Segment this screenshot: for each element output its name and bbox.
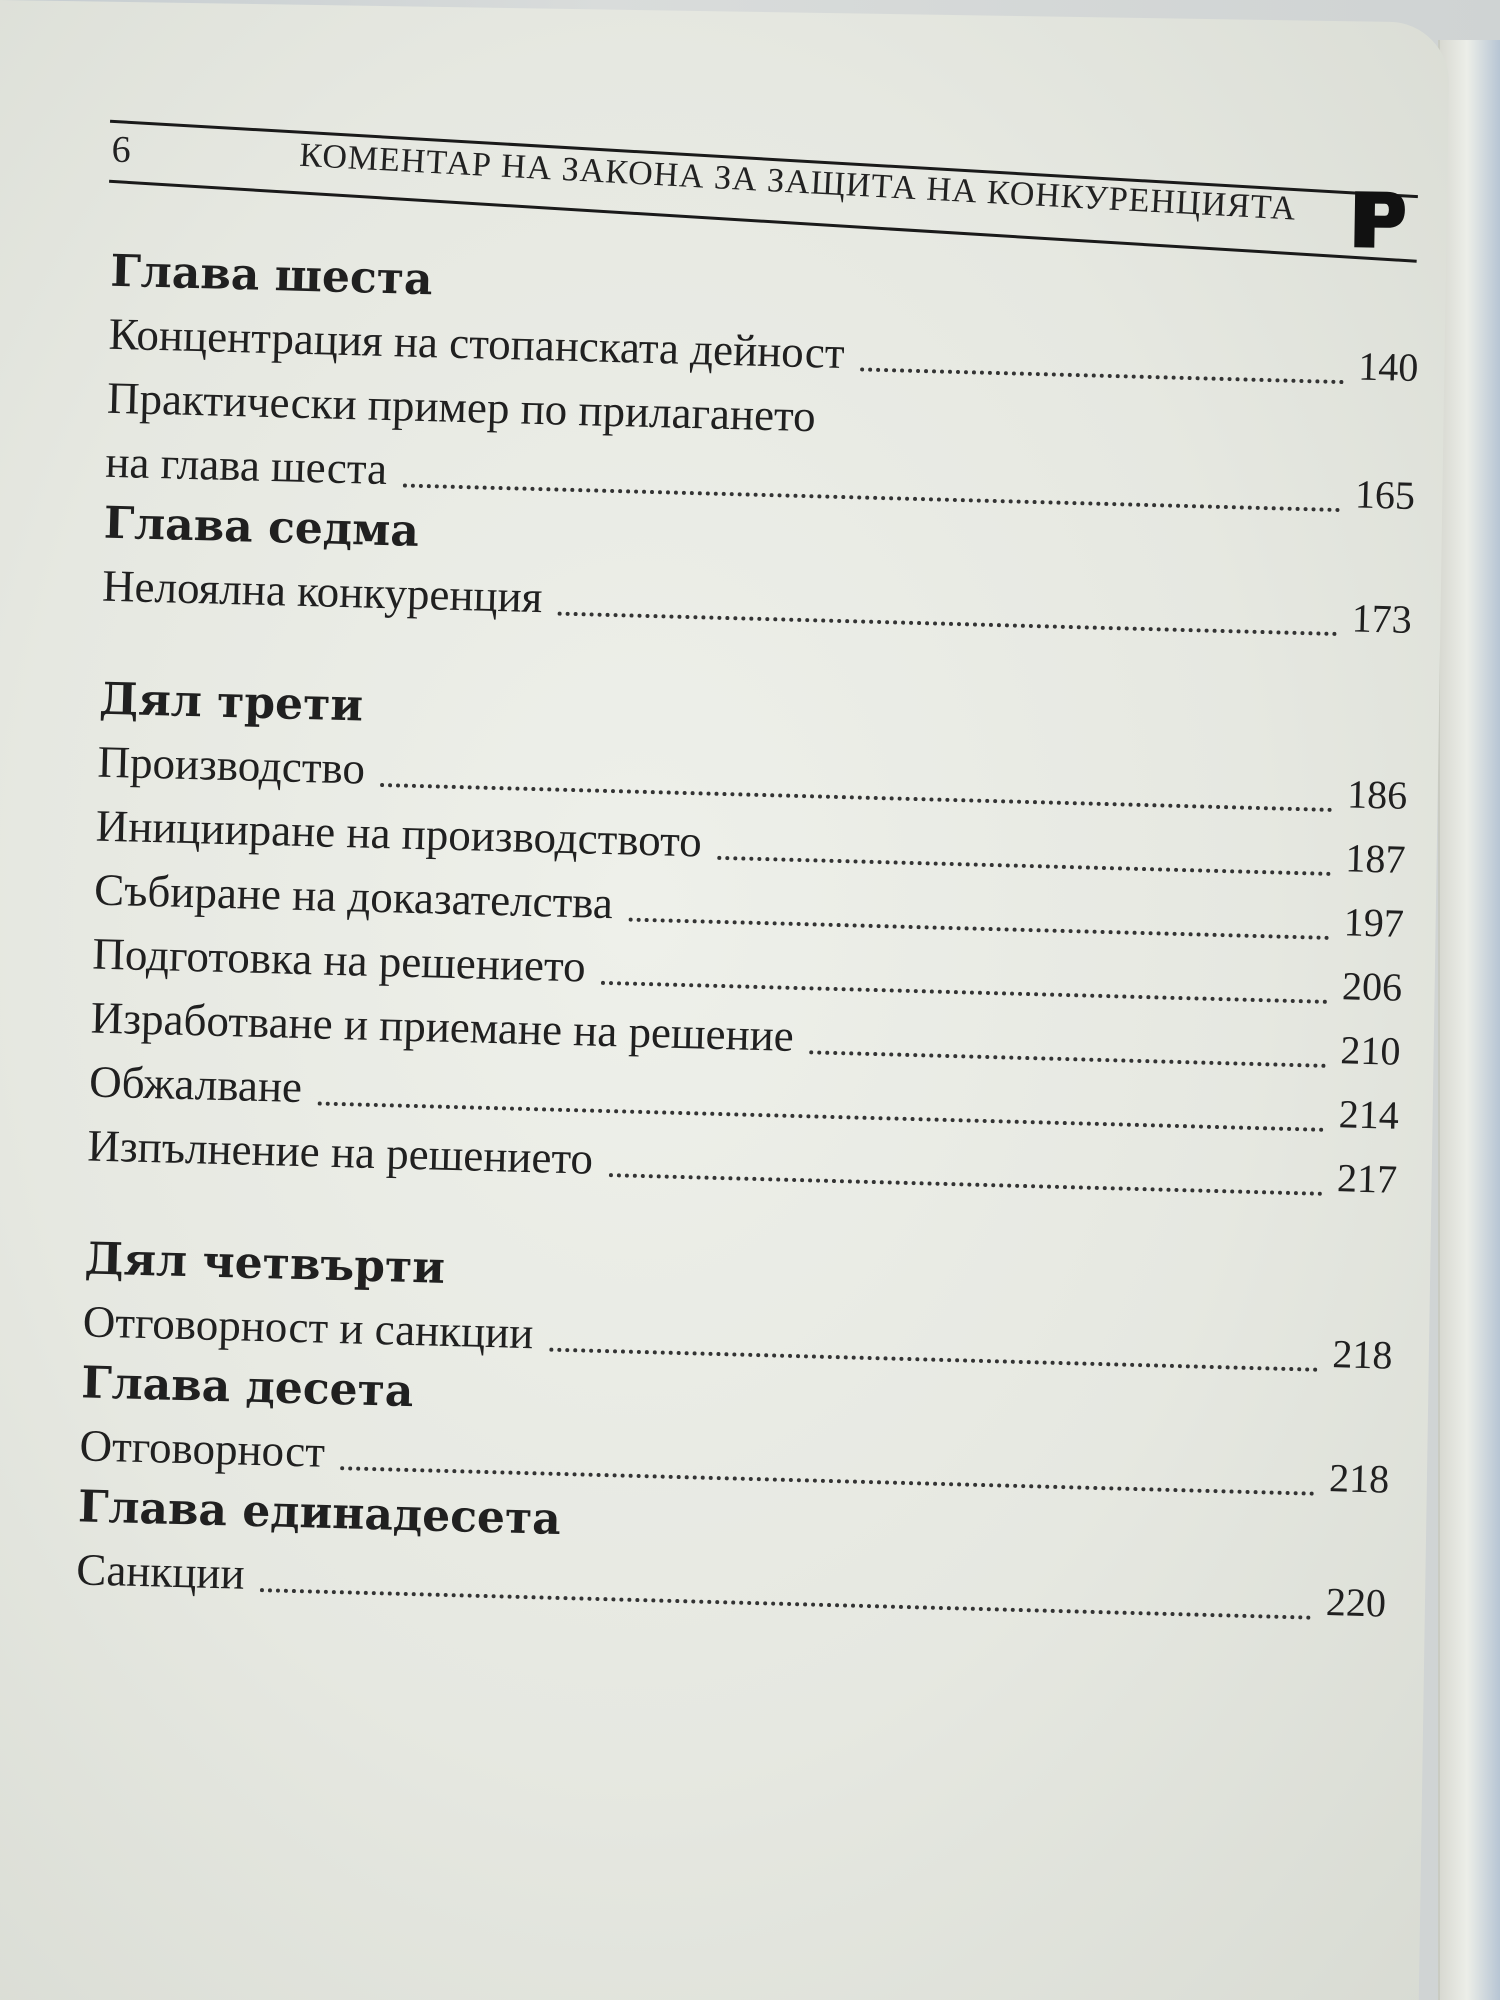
toc-entry-page: 218 bbox=[1328, 1455, 1390, 1502]
toc-entry-page: 173 bbox=[1351, 595, 1413, 642]
chapter-heading: Глава шеста bbox=[109, 245, 434, 306]
toc-entry-label: Обжалване bbox=[88, 1056, 303, 1113]
toc-entry-label: Подготовка на решението bbox=[91, 928, 587, 992]
toc-entry-page: 140 bbox=[1357, 343, 1419, 391]
toc-entry-label: Отговорност и санкции bbox=[82, 1296, 535, 1359]
part-heading: Дял трети bbox=[98, 673, 364, 732]
publisher-logo-icon bbox=[1348, 187, 1409, 252]
dot-leader bbox=[628, 918, 1329, 940]
page-edge bbox=[1438, 40, 1500, 2000]
toc-entry-label: Изработване и приемане на решение bbox=[90, 992, 795, 1061]
toc-entry-page: 217 bbox=[1336, 1155, 1398, 1202]
table-of-contents bbox=[76, 242, 1421, 1636]
toc-entry-label: Концентрация на стопанската дейност bbox=[108, 308, 846, 379]
toc-entry-page: 210 bbox=[1339, 1027, 1402, 1074]
toc-entry-label: Практически пример по прилагането bbox=[106, 372, 817, 442]
running-header bbox=[108, 120, 1420, 251]
part-heading: Дял четвърти bbox=[83, 1233, 446, 1294]
chapter-heading: Глава единадесета bbox=[77, 1481, 562, 1545]
dot-leader bbox=[601, 981, 1328, 1004]
toc-entry-label: Отговорност bbox=[79, 1420, 326, 1477]
dot-leader bbox=[860, 367, 1344, 384]
dot-leader bbox=[717, 856, 1331, 876]
toc-entry-label: Изпълнение на решението bbox=[86, 1120, 594, 1184]
toc-entry-page: 206 bbox=[1341, 963, 1403, 1010]
dot-leader bbox=[609, 1173, 1323, 1196]
toc-entry-label: Събиране на доказателства bbox=[93, 864, 614, 929]
toc-entry-page: 165 bbox=[1354, 471, 1416, 518]
toc-entry-label: Производство bbox=[96, 736, 366, 794]
running-title: КОМЕНТАР НА ЗАКОНА ЗА ЗАЩИТА НА КОНКУРЕНЦИЯТА bbox=[298, 136, 1298, 228]
dot-leader bbox=[260, 1588, 1312, 1620]
chapter-heading: Глава седма bbox=[103, 497, 420, 557]
toc-entry-page: 214 bbox=[1338, 1091, 1400, 1138]
toc-entry-page: 220 bbox=[1325, 1579, 1387, 1626]
toc-entry-label-continued: на глава шеста bbox=[104, 436, 388, 495]
page-number: 6 bbox=[111, 128, 131, 172]
toc-entry-label: Нелоялна конкуренция bbox=[101, 560, 544, 623]
toc-entry-page: 197 bbox=[1343, 899, 1405, 946]
toc-entry-page: 218 bbox=[1331, 1331, 1394, 1378]
toc-entry-page: 186 bbox=[1346, 771, 1408, 818]
toc-entry-label: Санкции bbox=[75, 1544, 246, 1599]
chapter-heading: Глава десета bbox=[80, 1357, 415, 1418]
dot-leader bbox=[809, 1050, 1326, 1068]
toc-entry-page: 187 bbox=[1344, 835, 1407, 882]
toc-entry-label: Иницииране на производството bbox=[95, 800, 703, 867]
